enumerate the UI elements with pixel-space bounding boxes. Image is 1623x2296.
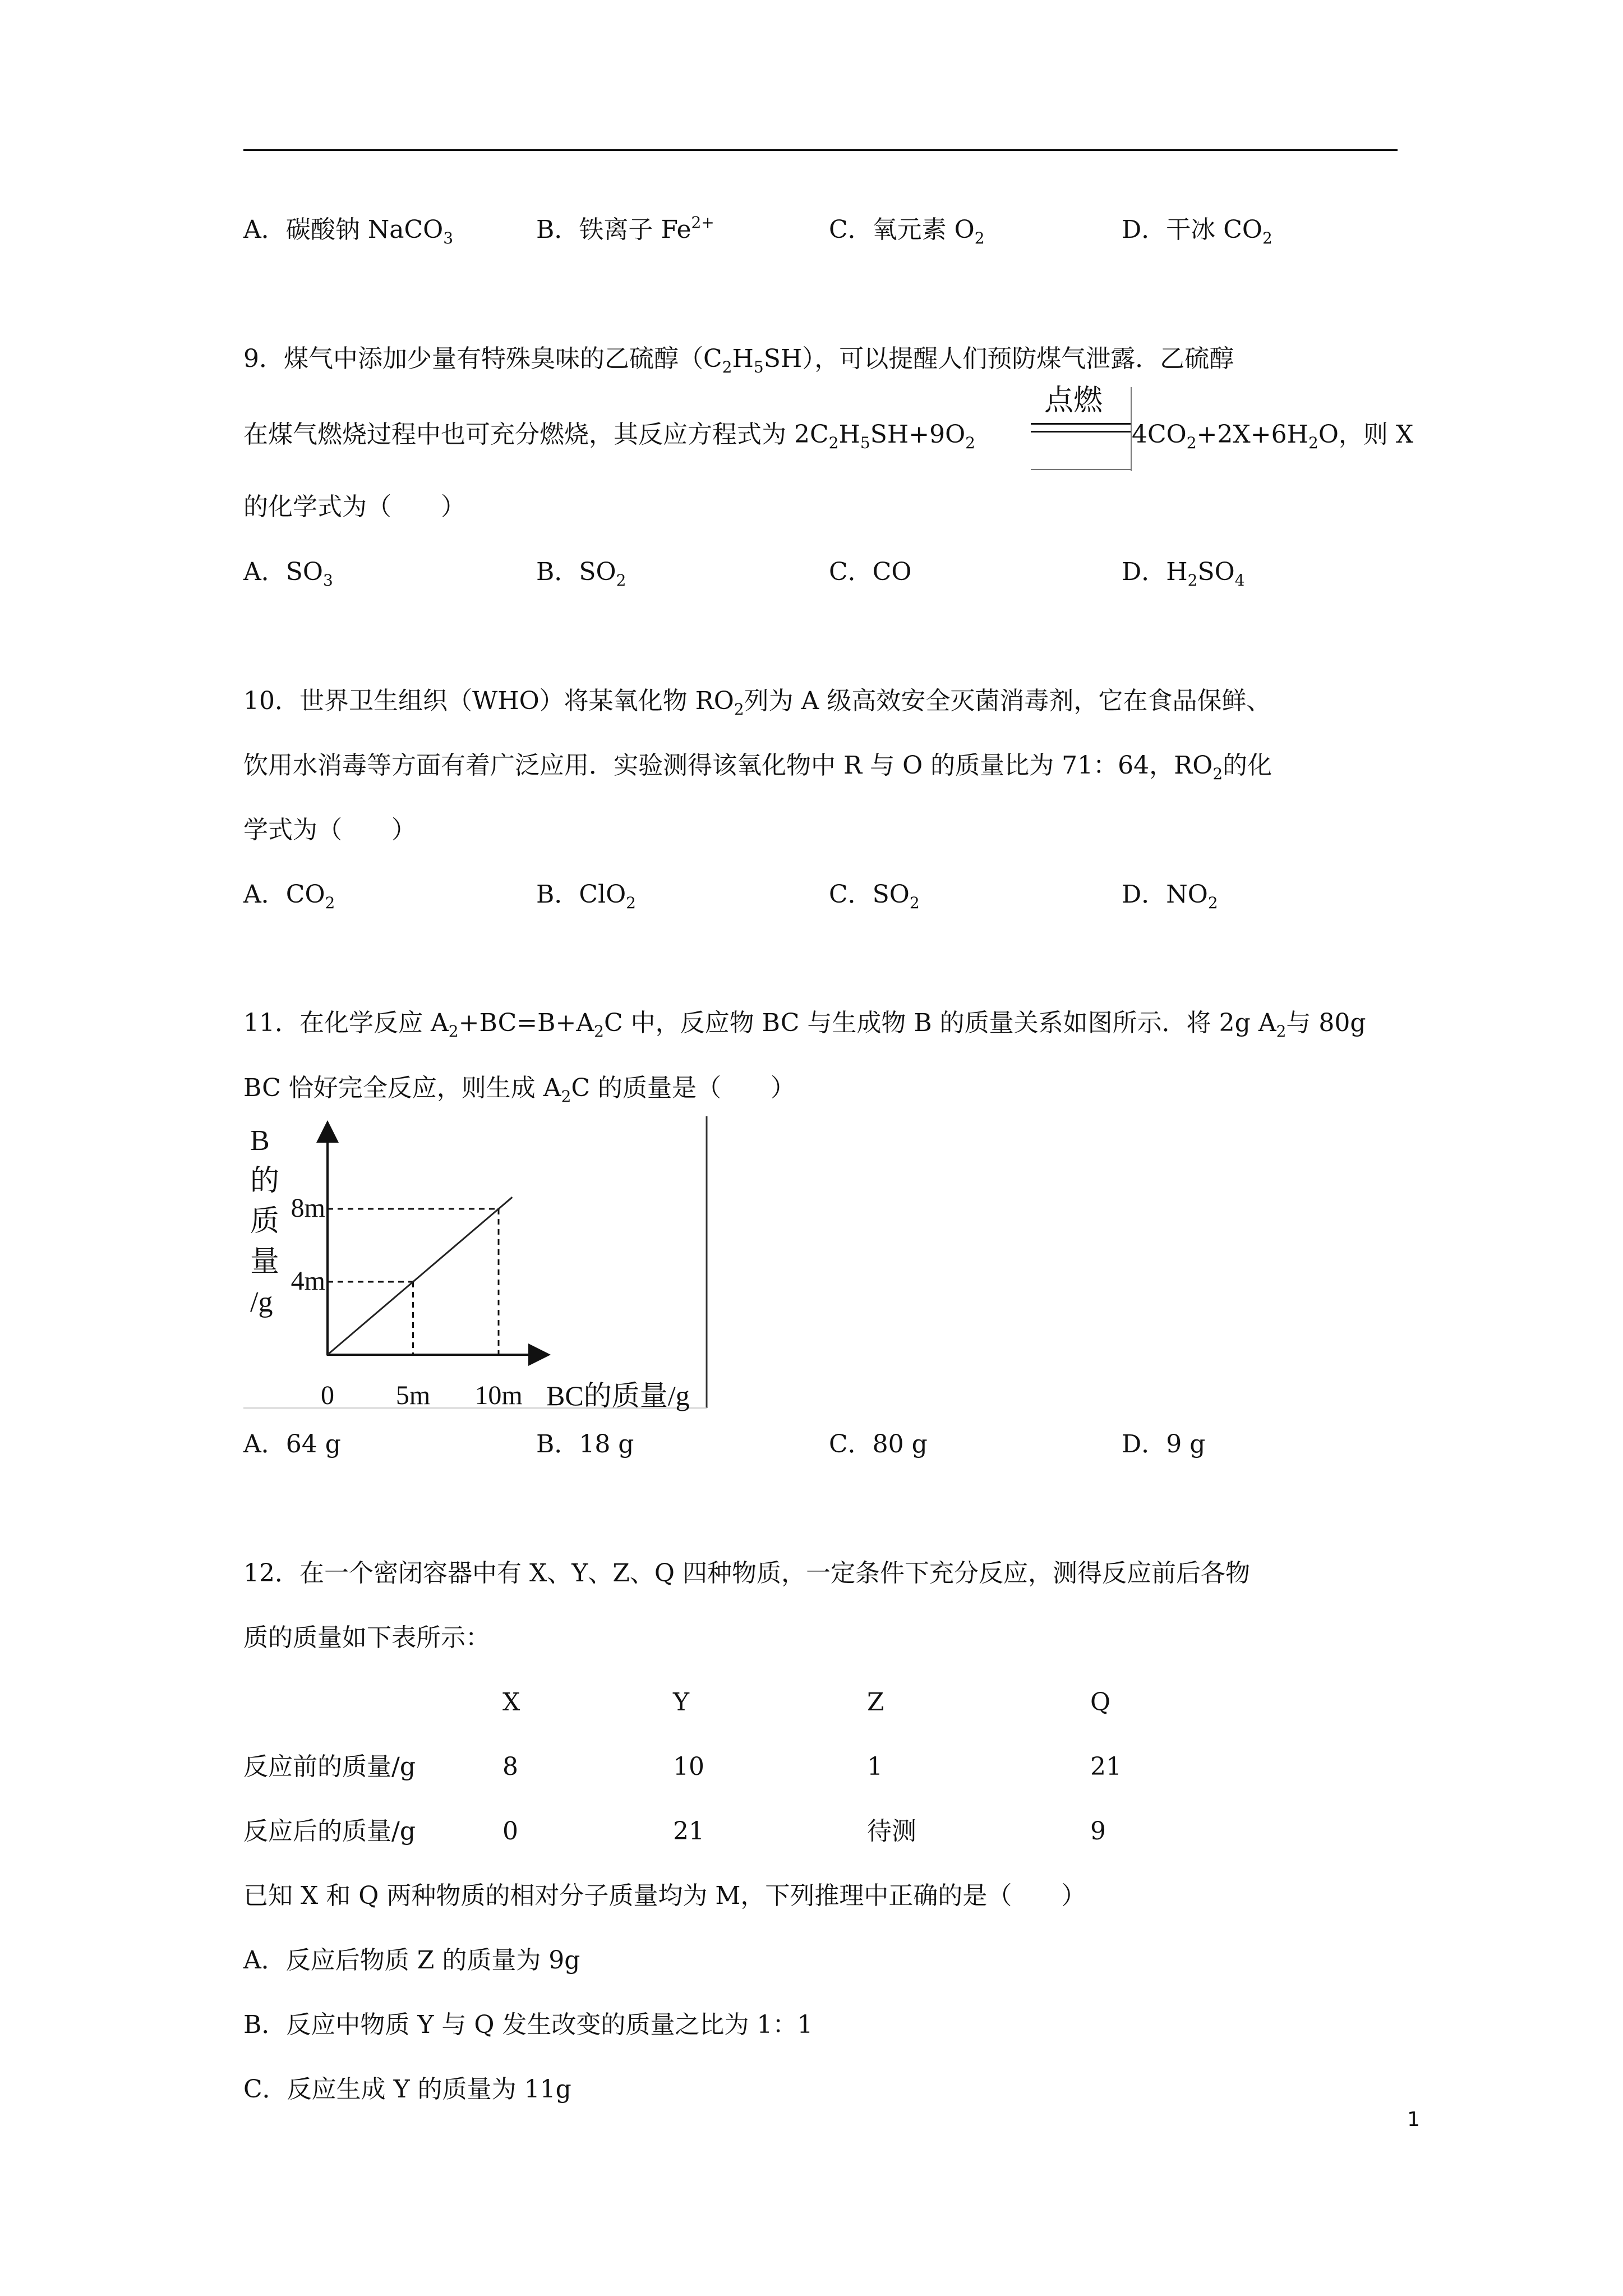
q8-option-b[interactable]: B．铁离子 $Fe^{2+}$ (536, 213, 714, 244)
table-header-cell: Q (1090, 1688, 1111, 1717)
table-cell: 反应前的质量/g (243, 1752, 416, 1781)
q12-option-a[interactable]: A．反应后物质 Z 的质量为 9g (243, 1946, 580, 1975)
q12-option-b[interactable]: B．反应中物质 Y 与 Q 发生改变的质量之比为 1：1 (243, 2010, 813, 2039)
table-cell: 反应后的质量/g (243, 1817, 416, 1846)
x-tick-label: 10m (474, 1381, 523, 1410)
page-number: 1 (1407, 2108, 1420, 2131)
y-label-char: B (250, 1125, 270, 1157)
q8-option-c[interactable]: C．氧元素 $O_2$ (829, 215, 985, 247)
y-label-char: 质 (250, 1205, 280, 1237)
q8-option-d[interactable]: D．干冰 $CO_2$ (1122, 215, 1272, 247)
table-header-cell: Y (673, 1688, 690, 1717)
y-tick-label: 4m (291, 1266, 325, 1296)
table-cell: 待测 (867, 1817, 916, 1846)
q11-option-c[interactable]: C．80 g (829, 1430, 928, 1458)
x-axis-label: BC的质量/g (546, 1380, 690, 1411)
series-line (328, 1197, 512, 1355)
q10-option-d[interactable]: D．$NO_2$ (1122, 880, 1218, 912)
q11-option-d[interactable]: D．9 g (1122, 1430, 1206, 1458)
q10-question-line-2: 饮用水消毒等方面有着广泛应用．实验测得该氧化物中 R 与 O 的质量比为 71：64，$RO_2$的化 (243, 751, 1272, 783)
q12-option-c[interactable]: C．反应生成 Y 的质量为 11g (243, 2075, 571, 2104)
q9-option-c[interactable]: C．CO (829, 558, 912, 586)
y-label-char: 的 (250, 1165, 280, 1197)
q11-question-line-2: BC 恰好完全反应，则生成 $A_2C$ 的质量是（ ） (243, 1074, 796, 1106)
table-cell: 1 (867, 1752, 883, 1781)
q10-option-c[interactable]: C．$SO_2$ (829, 880, 920, 912)
header-rule (243, 149, 1398, 151)
q11-option-b[interactable]: B．18 g (536, 1430, 634, 1458)
q9-question-line-1: 9．煤气中添加少量有特殊臭味的乙硫醇$(C_2H_5SH)$，可以提醒人们预防煤气泄露．乙硫醇 (243, 344, 1234, 376)
q12-question-line-3: 已知 X 和 Q 两种物质的相对分子质量均为 M，下列推理中正确的是（ ） (243, 1881, 1086, 1910)
table-cell: 8 (502, 1752, 518, 1781)
q12-question-line-1: 12．在一个密闭容器中有 X、Y、Z、Q 四种物质，一定条件下充分反应，测得反应前后各物 (243, 1559, 1250, 1588)
y-label-char: 量 (250, 1246, 280, 1278)
q9-question-line-2b: $4CO_2+2X+6H_2O$，则 X (1132, 420, 1414, 452)
table-cell: 9 (1090, 1817, 1106, 1846)
q9-option-b[interactable]: B．$SO_2$ (536, 558, 626, 590)
table-cell: 21 (1090, 1752, 1122, 1781)
x-tick-label: 0 (321, 1381, 334, 1410)
table-cell: 21 (673, 1817, 704, 1846)
y-axis-label (250, 1125, 279, 1318)
mass-relation-chart (243, 1116, 714, 1419)
q8-option-a[interactable]: A．碳酸钠 NaCO$_3$ (243, 215, 454, 247)
table-cell: 10 (673, 1752, 704, 1781)
table-cell: 0 (502, 1817, 518, 1846)
q9-option-a[interactable]: A．$SO_3$ (243, 558, 333, 590)
q9-question-line-2a: 在煤气燃烧过程中也可充分燃烧，其反应方程式为 $2C_2H_5SH+9O_2$ (243, 420, 975, 452)
q11-question-line-1: 11．在化学反应 $A_2+BC=B+A_2C$ 中，反应物 BC 与生成物 B 的质量关系如图所示．将 2g $A_2$与 80g (243, 1009, 1366, 1041)
x-tick-label: 5m (395, 1381, 431, 1410)
q9-question-line-3: 的化学式为（ ） (243, 493, 465, 521)
q9-option-d[interactable]: D．$H_2SO_4$ (1122, 558, 1245, 590)
y-tick-label: 8m (291, 1193, 325, 1223)
table-header-cell: Z (867, 1688, 884, 1717)
q10-question-line-1: 10．世界卫生组织（WHO）将某氧化物 $RO_2$列为 A 级高效安全灭菌消毒剂，它在食品保鲜、 (243, 687, 1271, 719)
table-header-cell: X (502, 1688, 520, 1717)
q10-option-b[interactable]: B．ClO$_2$ (536, 880, 636, 912)
q10-question-line-3: 学式为（ ） (243, 816, 416, 844)
reaction-condition-label: 点燃 (1044, 384, 1103, 417)
q12-question-line-2: 质的质量如下表所示： (243, 1623, 490, 1652)
reaction-condition-arrow (1031, 384, 1137, 471)
y-label-char: /g (250, 1286, 273, 1318)
q11-option-a[interactable]: A．64 g (243, 1430, 341, 1458)
q10-option-a[interactable]: A．$CO_2$ (243, 880, 335, 912)
tick-labels (291, 1193, 523, 1410)
